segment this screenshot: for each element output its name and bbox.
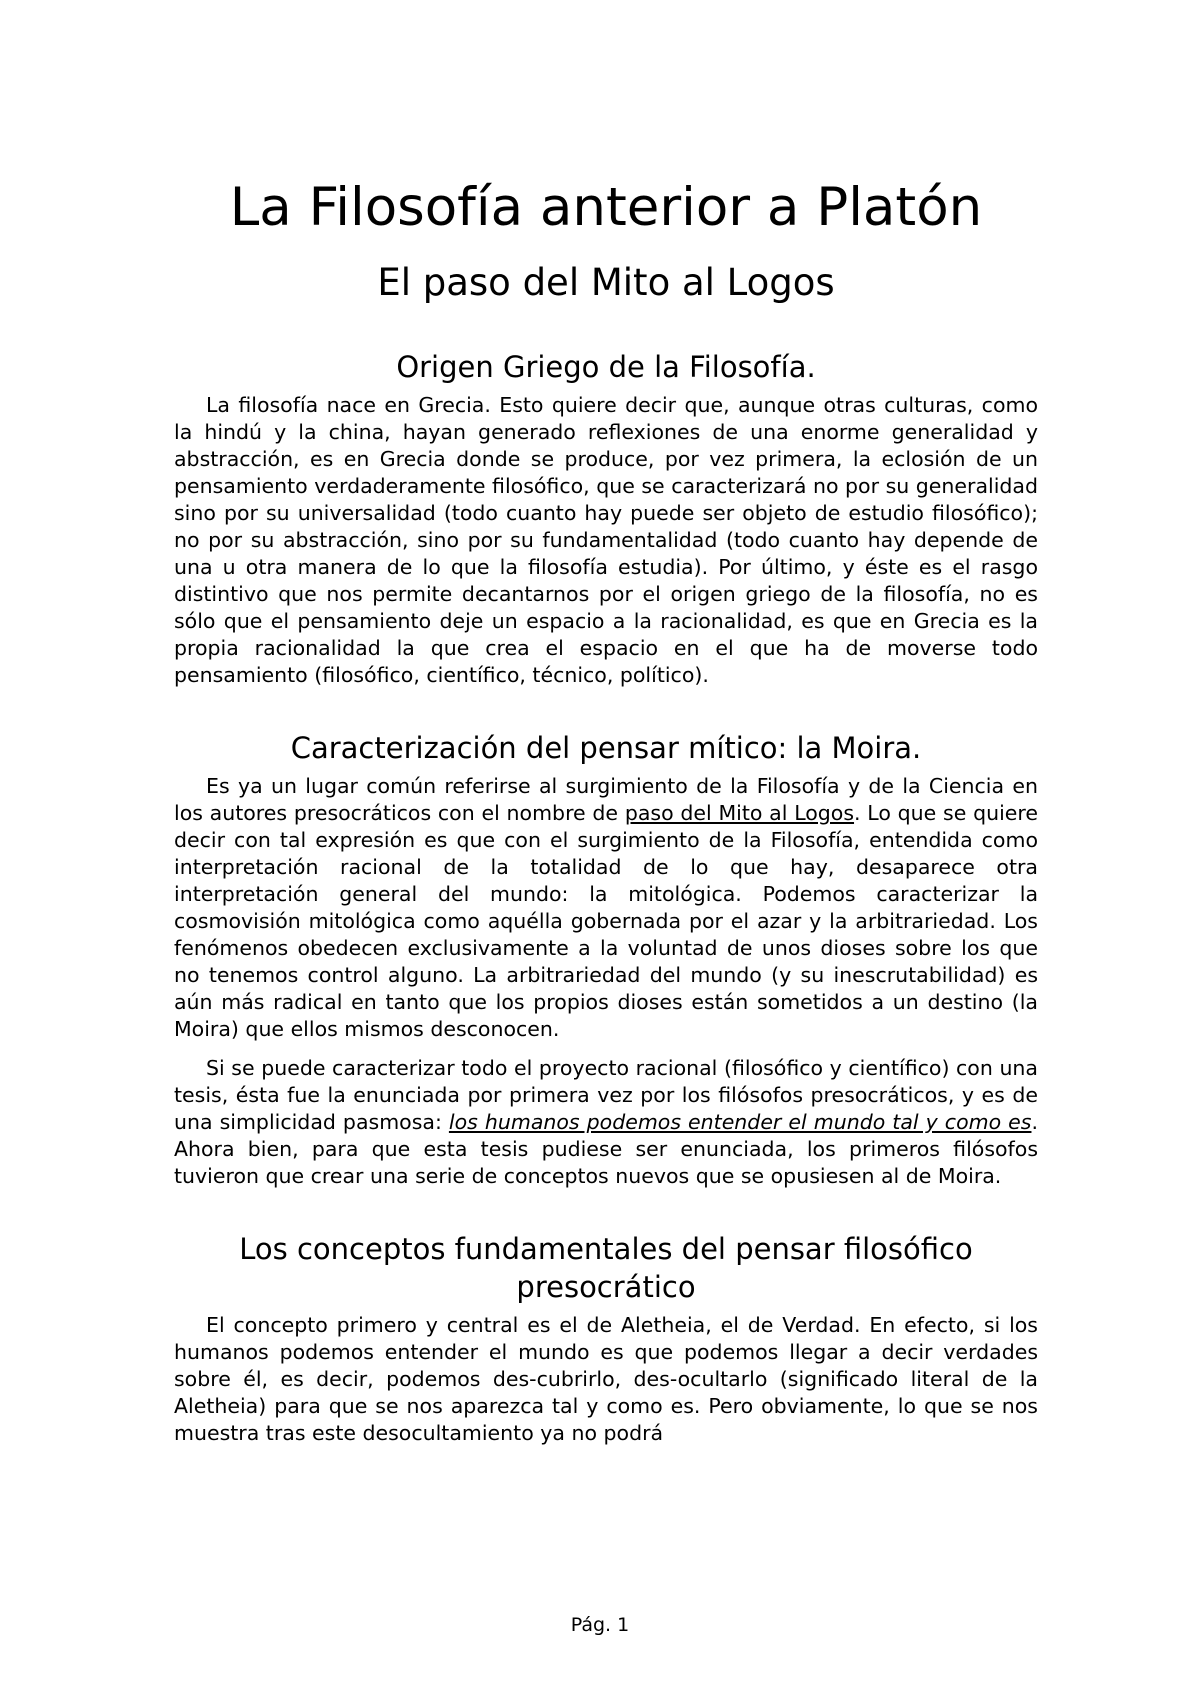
paragraph-origen: La filosofía nace en Grecia. Esto quiere decir que, aunque otras culturas, como la hindú y la china, hayan generado reflexiones de una enorme generalidad y abstracción, es en Grecia donde se produce, por vez primera, la eclosión de un pensamiento verdaderamente filosófico, que se caracterizará no por su generalidad sino por su universalidad (todo cuanto hay puede ser objeto de estudio filosófico); no por su abstracción, sino por su fundamentalidad (todo cuanto hay depende de una u otra manera de lo que la filosofía estudia). Por último, y éste es el rasgo distintivo que nos permite decantarnos por el origen griego de la filosofía, no es sólo que el pensamiento deje un espacio a la racionalidad, es que en Grecia es la propia racionalidad la que crea el espacio en el que ha de moverse todo pensamiento (filosófico, científico, técnico, político).: [174, 393, 1038, 687]
paragraph-text: . Lo que se quiere decir con tal expresión es que con el surgimiento de la Filosofía, entendida como interpretación racional de la totalidad de lo que hay, desaparece otra interpretación general del mundo: la mitológica. Podemos caracterizar la cosmovisión mitológica como aquélla gobernada por el azar y la arbitrariedad. Los fenómenos obedecen exclusivamente a la voluntad de unos dioses sobre los que no tenemos control alguno. La arbitrariedad del mundo (y su inescrutabilidad) es aún más radical en tanto que los propios dioses están sometidos a un destino (la Moira) que ellos mismos desconocen.: [174, 801, 1039, 1041]
document-title: La Filosofía anterior a Platón: [229, 177, 983, 238]
section-heading-conceptos: Los conceptos fundamentales del pensar filosófico presocrático: [239, 1232, 973, 1304]
section-heading-origen: Origen Griego de la Filosofía.: [396, 350, 816, 384]
underlined-thesis: los humanos podemos entender el mundo tal y como es: [448, 1110, 1032, 1134]
document-subtitle: El paso del Mito al Logos: [377, 261, 835, 304]
paragraph-text: . Ahora bien, para que esta tesis pudiese ser enunciada, los primeros filósofos tuvieron que crear una serie de conceptos nuevos que se opusiesen al de Moira.: [174, 1110, 1038, 1188]
page-number: Pág. 1: [570, 1614, 630, 1636]
paragraph-text: Si se puede caracterizar todo el proyecto racional (filosófico y científico) con una tesis, ésta fue la enunciada por primera vez por los filósofos presocráticos, y es de una simplicidad pasmosa:: [174, 1056, 1038, 1134]
underlined-phrase: paso del Mito al Logos: [624, 801, 855, 825]
paragraph-moira-2: [174, 1055, 1038, 1190]
paragraph-aletheia: El concepto primero y central es el de Aletheia, el de Verdad. En efecto, si los humanos podemos entender el mundo es que podemos llegar a decir verdades sobre él, es decir, podemos des-cubrirlo, des-ocultarlo (significado literal de la Aletheia) para que se nos aparezca tal y como es. Pero obviamente, lo que se nos muestra tras este desocultamiento ya no podrá: [174, 1313, 1038, 1445]
section-heading-moira: Caracterización del pensar mítico: la Moira.: [290, 731, 922, 765]
paragraph-text: Es ya un lugar común referirse al surgimiento de la Filosofía y de la Ciencia en los autores presocráticos con el nombre de: [174, 774, 1038, 825]
paragraph-moira-1: [174, 773, 1038, 1043]
